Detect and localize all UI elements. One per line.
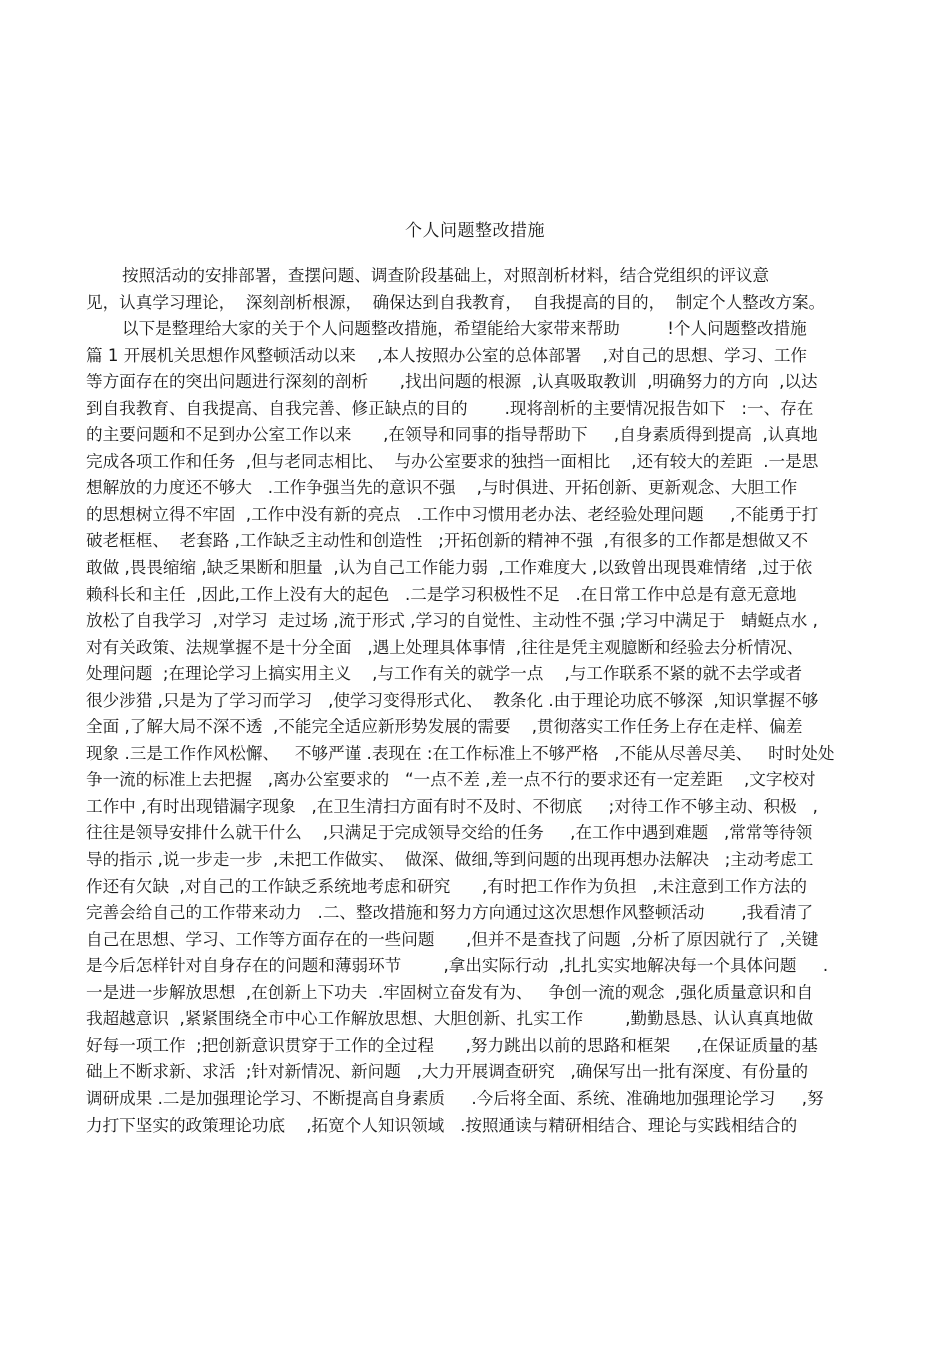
- body-line: 等方面存在的突出问题进行深刻的剖析 ,找出问题的根源 ,认真吸取教训 ,明确努力的方向 ,以达: [86, 372, 818, 392]
- body-line: 力打下坚实的政策理论功底 ,拓宽个人知识领域 .按照通读与精研相结合、理论与实践相结合的: [86, 1115, 798, 1135]
- body-line: 以下是整理给大家的关于个人问题整改措施，希望能给大家带来帮助 !个人问题整改措施: [122, 319, 807, 339]
- body-line: 破老框框、 老套路 ,工作缺乏主动性和创造性 ;开拓创新的精神不强 ,有很多的工作都是想做又不: [86, 531, 809, 551]
- body-line: 对有关政策、法规掌握不是十分全面 ,遇上处理具体事情 ,往往是凭主观臆断和经验去分析情况、: [86, 637, 804, 657]
- body-line: 我超越意识 ,紧紧围绕全市中心工作解放思想、大胆创新、扎实工作 ,勤勤恳恳、认认真真地做: [86, 1009, 814, 1029]
- body-line: 处理问题 ;在理论学习上搞实用主义 ,与工作有关的就学一点 ,与工作联系不紧的就不去学或者: [86, 664, 803, 684]
- body-line: 到自我教育、自我提高、自我完善、修正缺点的目的 .现将剖析的主要情况报告如下 :一、存在: [86, 398, 814, 418]
- body-line: 好每一项工作 ;把创新意识贯穿于工作的全过程 ,努力跳出以前的思路和框架 ,在保证质量的基: [86, 1035, 818, 1055]
- document-body: [86, 263, 876, 1139]
- body-line: 很少涉猎 ,只是为了学习而学习 ,使学习变得形式化、 教条化 .由于理论功底不够深 ,知识掌握不够: [86, 690, 819, 710]
- body-line: 篇 1 开展机关思想作风整顿活动以来 ,本人按照办公室的总体部署 ,对自己的思想、学习、工作: [86, 345, 808, 365]
- body-line: 想解放的力度还不够大 .工作争强当先的意识不强 ,与时俱进、开拓创新、更新观念、大胆工作: [86, 478, 798, 498]
- body-line: 自己在思想、学习、工作等方面存在的一些问题 ,但并不是查找了问题 ,分析了原因就行了 ,关键: [86, 929, 819, 949]
- body-line: 的思想树立得不牢固 ,工作中没有新的亮点 .工作中习惯用老办法、老经验处理问题 ,不能勇于打: [86, 504, 819, 524]
- body-line: 完善会给自己的工作带来动力 .二、整改措施和努力方向通过这次思想作风整顿活动 ,我看清了: [86, 903, 814, 923]
- body-line: 放松了自我学习 ,对学习 走过场 ,流于形式 ,学习的自觉性、主动性不强 ;学习中满足于 蜻蜓点水 ,: [86, 611, 818, 631]
- body-line: 争一流的标准上去把握 ,离办公室要求的 “一点不差 ,差一点不行的要求还有一定差距 ,文字校对: [86, 770, 816, 790]
- body-line: 导的指示 ,说一步走一步 ,未把工作做实、 做深、做细,等到问题的出现再想办法解决 ;主动考虑工: [86, 850, 814, 870]
- body-line: 见，认真学习理论， 深刻剖析根源， 确保达到自我教育， 自我提高的目的， 制定个人整改方案。: [86, 292, 826, 312]
- body-line: 完成各项工作和任务 ,但与老同志相比、 与办公室要求的独挡一面相比 ,还有较大的差距 .一是思: [86, 451, 819, 471]
- document-title: 个人问题整改措施: [405, 221, 545, 241]
- body-line: 的主要问题和不足到办公室工作以来 ,在领导和同事的指导帮助下 ,自身素质得到提高 ,认真地: [86, 425, 818, 445]
- body-line: 础上不断求新、求活 ;针对新情况、新问题 ,大力开展调查研究 ,确保写出一批有深度、有份量的: [86, 1062, 809, 1082]
- body-line: 往往是领导安排什么就干什么 ,只满足于完成领导交给的任务 ,在工作中遇到难题 ,常常等待领: [86, 823, 813, 843]
- body-line: 调研成果 .二是加强理论学习、不断提高自身素质 .今后将全面、系统、准确地加强理论学习 ,努: [86, 1088, 824, 1108]
- body-line: 现象 .三是工作作风松懈、 不够严谨 .表现在 :在工作标准上不够严格 ,不能从尽善尽美、 时时处处: [86, 743, 835, 763]
- body-line: 工作中 ,有时出现错漏字现象 ,在卫生清扫方面有时不及时、不彻底 ;对待工作不够主动、积极 ,: [86, 796, 818, 816]
- body-line: 敢做 ,畏畏缩缩 ,缺乏果断和胆量 ,认为自己工作能力弱 ,工作难度大 ,以致曾出现畏难情绪 ,过于依: [86, 558, 813, 578]
- body-line: 作还有欠缺 ,对自己的工作缺乏系统地考虑和研究 ,有时把工作作为负担 ,未注意到工作方法的: [86, 876, 807, 896]
- body-line: 一是进一步解放思想 ,在创新上下功夫 .牢固树立奋发有为、 争创一流的观念 ,强化质量意识和自: [86, 982, 814, 1002]
- body-line: 按照活动的安排部署，查摆问题、调查阶段基础上，对照剖析材料，结合党组织的评议意: [122, 266, 770, 285]
- body-line: 全面 ,了解大局不深不透 ,不能完全适应新形势发展的需要 ,贯彻落实工作任务上存在走样、偏差: [86, 717, 803, 737]
- body-line: 赖科长和主任 ,因此,工作上没有大的起色 .二是学习积极性不足 .在日常工作中总是有意无意地: [86, 584, 797, 604]
- body-line: 是今后怎样针对自身存在的问题和薄弱环节 ,拿出实际行动 ,扎扎实实地解决每一个具体问题 .: [86, 956, 829, 976]
